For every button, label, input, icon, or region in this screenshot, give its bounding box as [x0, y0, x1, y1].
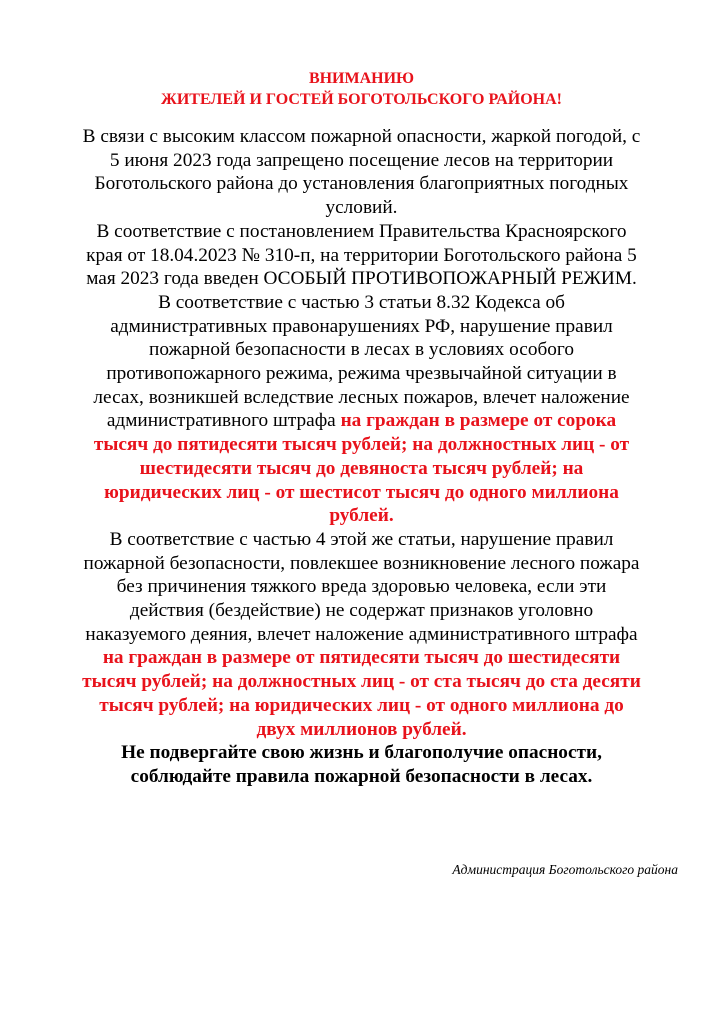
paragraph3-mixed-black: административного штрафа — [106, 410, 341, 432]
paragraph2-line: мая 2023 года введен ОСОБЫЙ ПРОТИВОПОЖАРНЫЙ РЕЖИМ. — [86, 268, 637, 290]
paragraph1-line: Боготольского района до установления благоприятных погодных — [94, 173, 629, 195]
closing-line: соблюдайте правила пожарной безопасности в лесах. — [130, 765, 593, 787]
paragraph4-line: без причинения тяжкого вреда здоровью человека, если эти — [116, 576, 607, 598]
paragraph2-line: В соответствие с постановлением Правительства Красноярского — [96, 220, 627, 242]
paragraph4-fine-line: на граждан в размере от пятидесяти тысяч до шестидесяти — [102, 647, 621, 669]
paragraph2-line: края от 18.04.2023 № 310-п, на территории Боготольского района 5 — [86, 244, 637, 266]
paragraph3-line: лесах, возникшей вследствие лесных пожаров, влечет наложение — [93, 386, 630, 408]
paragraph3-line: административных правонарушениях РФ, нарушение правил — [110, 315, 613, 337]
notice-page — [40, 68, 683, 789]
paragraph4-line: действия (бездействие) не содержат признаков уголовно — [129, 600, 594, 622]
paragraph3-line: В соответствие с частью 3 статьи 8.32 Кодекса об — [158, 291, 565, 313]
paragraph4-line: В соответствие с частью 4 этой же статьи, нарушение правил — [109, 528, 614, 550]
paragraph3-line: противопожарного режима, режима чрезвычайной ситуации в — [106, 363, 617, 385]
paragraph3-fine-line: рублей. — [329, 505, 394, 527]
paragraph4-fine-line: тысяч рублей; на юридических лиц - от одного миллиона до — [99, 694, 624, 716]
closing-line: Не подвергайте свою жизнь и благополучие опасности, — [121, 742, 602, 764]
paragraph4-fine-line: двух миллионов рублей. — [256, 718, 467, 740]
paragraph4-fine-line: тысяч рублей; на должностных лиц - от ста тысяч до ста десяти — [82, 671, 641, 693]
paragraph3-mixed-line — [40, 409, 683, 433]
paragraph4-line: пожарной безопасности, повлекшее возникновение лесного пожара — [83, 552, 640, 574]
paragraph1-line: В связи с высоким классом пожарной опасности, жаркой погодой, с — [82, 126, 641, 147]
paragraph3-fine-line: юридических лиц - от шестисот тысяч до одного миллиона — [104, 481, 619, 503]
paragraph3-mixed-red: на граждан в размере от сорока — [340, 410, 617, 432]
paragraph3-fine-line: шестидесяти тысяч до девяноста тысяч рублей; на — [139, 457, 584, 479]
notice-title — [40, 68, 683, 110]
paragraph3-fine-line: тысяч до пятидесяти тысяч рублей; на должностных лиц - от — [93, 434, 630, 456]
paragraph1-line: 5 июня 2023 года запрещено посещение лесов на территории — [109, 149, 614, 171]
paragraph4-line: наказуемого деяния, влечет наложение административного штрафа — [85, 623, 638, 645]
signature: Администрация Боготольского района — [452, 862, 678, 877]
paragraph1-line: условий. — [325, 197, 398, 219]
title-line-2: ЖИТЕЛЕЙ И ГОСТЕЙ БОГОТОЛЬСКОГО РАЙОНА! — [161, 91, 562, 108]
title-line-1: ВНИМАНИЮ — [308, 70, 415, 87]
notice-body — [40, 125, 683, 789]
paragraph3-line: пожарной безопасности в лесах в условиях особого — [149, 339, 574, 361]
